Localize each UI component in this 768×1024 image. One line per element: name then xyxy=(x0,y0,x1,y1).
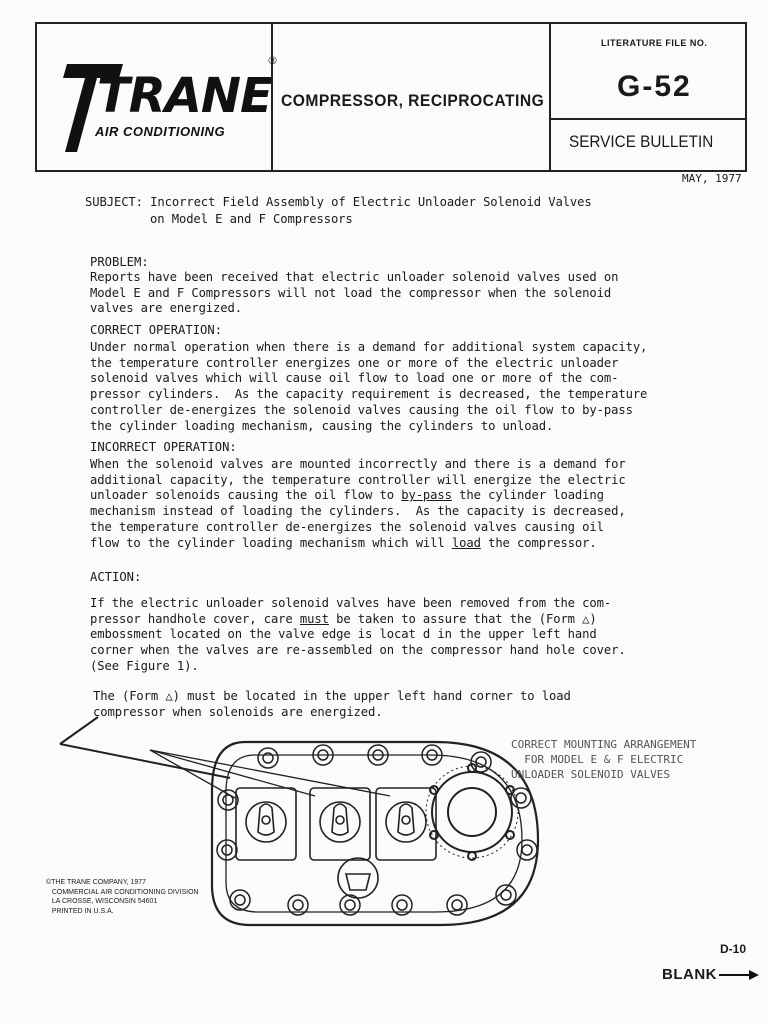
incorrect-line: flow to the cylinder loading mechanism which will xyxy=(90,535,452,550)
incorrect-line: the cylinder loading xyxy=(451,488,604,503)
header-box xyxy=(35,22,747,172)
incorrect-line: the compressor. xyxy=(480,535,597,550)
incorrect-line: additional capacity, the temperature controller will energize the electric xyxy=(90,472,626,487)
copyright-footer: ©THE TRANE COMPANY, 1977 COMMERCIAL AIR CONDITIONING DIVISION LA CROSSE, WISCONSIN 54601 PRINTED IN U.S.A. xyxy=(46,879,199,915)
bulletin-type: SERVICE BULLETIN xyxy=(569,132,714,151)
blank-text: BLANK xyxy=(662,966,717,983)
problem-heading: PROBLEM: xyxy=(90,255,149,269)
action-line: corner when the valves are re-assembled on the compressor hand hole cover. xyxy=(90,643,626,658)
action-heading: ACTION: xyxy=(90,570,142,584)
incorrect-line: mechanism instead of loading the cylinders. As the capacity is decreased, xyxy=(90,504,626,519)
incorrect-operation-text xyxy=(90,457,626,551)
leader-line xyxy=(150,750,235,798)
must-underlined: must xyxy=(299,611,329,626)
incorrect-operation-heading: INCORRECT OPERATION: xyxy=(90,440,237,454)
action-line: (See Figure 1). xyxy=(90,658,199,673)
header-divider-horizontal xyxy=(549,118,745,120)
action-line: If the electric unloader solenoid valves have been removed from the com- xyxy=(90,596,612,610)
large-port xyxy=(426,764,518,860)
document-title: COMPRESSOR, RECIPROCATING xyxy=(281,91,545,110)
literature-file-number: G-52 xyxy=(617,70,692,103)
registered-mark: ® xyxy=(267,54,278,67)
bottom-fitting xyxy=(338,858,378,898)
action-line: be taken to assure that the (Form △) xyxy=(328,611,597,626)
page-number: D-10 xyxy=(720,942,747,956)
correct-operation-text: Under normal operation when there is a demand for additional system capacity, the temperature controller energizes one or more of the electric unloader solenoid valves which will cause oil flow to load one or more of the com- pressor cylinders. As the capacity requirement is decreased, the temperature controller de-energizes the solenoid valves causing the oil flow to by-pass the cylinder loading mechanism, causing the cylinders to unload. xyxy=(90,340,648,433)
incorrect-line: unloader solenoids causing the oil flow to xyxy=(90,488,402,503)
action-text xyxy=(90,596,626,675)
bulletin-date: MAY, 1977 xyxy=(682,172,742,185)
arrow-right-icon xyxy=(719,969,759,981)
leader-line xyxy=(60,717,98,744)
correct-operation-heading: CORRECT OPERATION: xyxy=(90,323,223,337)
solenoid-valve xyxy=(310,788,370,860)
incorrect-line: When the solenoid valves are mounted incorrectly and there is a demand for xyxy=(90,457,626,471)
subject-line-2: on Model E and F Compressors xyxy=(150,212,353,226)
incorrect-line: the temperature controller de-energizes the solenoid valves causing oil xyxy=(90,519,604,534)
figure-caption: CORRECT MOUNTING ARRANGEMENT FOR MODEL E & F ELECTRIC UNLOADER SOLENOID VALVES xyxy=(511,738,697,781)
leader-line xyxy=(150,750,390,796)
load-underlined: load xyxy=(451,535,481,550)
action-line: embossment located on the valve edge is locat d in the upper left hand xyxy=(90,627,597,642)
action-line: pressor handhole cover, care xyxy=(90,611,300,626)
header-divider-right xyxy=(549,24,551,170)
note-text: The (Form △) must be located in the upper left hand corner to load compressor when solenoids are energized. xyxy=(93,689,571,719)
solenoid-valve xyxy=(236,788,296,860)
subject-line-1: SUBJECT: Incorrect Field Assembly of Electric Unloader Solenoid Valves xyxy=(85,195,592,209)
problem-text: Reports have been received that electric unloader solenoid valves used on Model E and F Compressors will not load the compressor when the solenoid valves are energized. xyxy=(90,270,619,316)
solenoid-valve xyxy=(376,788,436,860)
logo-subtitle: AIR CONDITIONING xyxy=(95,124,226,139)
literature-file-label: LITERATURE FILE NO. xyxy=(601,38,708,48)
trane-logo xyxy=(63,54,278,164)
bypass-underlined: by-pass xyxy=(401,488,452,503)
logo-word: TRANE xyxy=(97,68,272,124)
leader-line xyxy=(150,750,315,796)
blank-label xyxy=(662,966,759,983)
